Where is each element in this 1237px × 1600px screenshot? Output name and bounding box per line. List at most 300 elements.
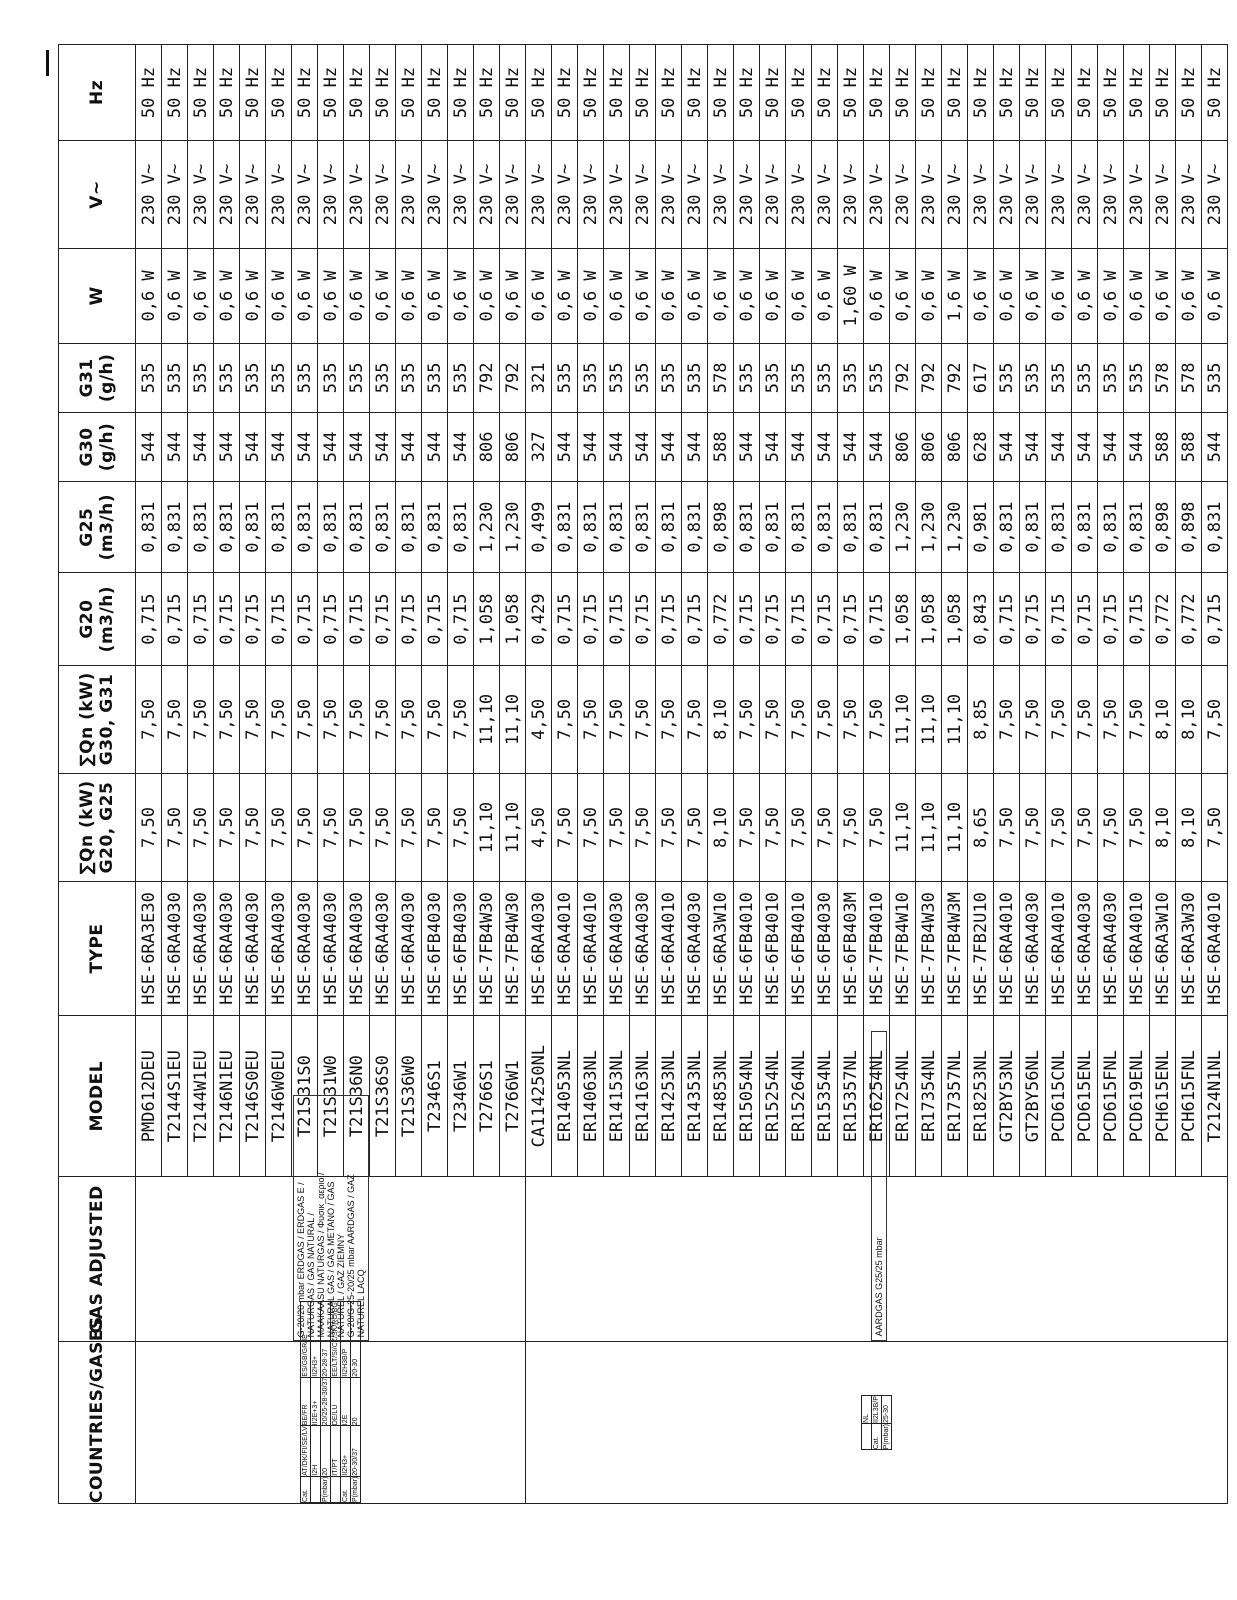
watt-cell: 0,6 W	[292, 249, 318, 344]
g20-cell: 0,715	[188, 573, 214, 666]
header-qn-g30-g31: ∑Qn (kW) G30, G31	[59, 665, 136, 773]
volt-cell: 230 V~	[1046, 140, 1072, 248]
model-cell: T2146N1EU	[214, 1015, 240, 1177]
qn-g20-g25-cell: 7,50	[552, 773, 578, 881]
g25-cell: 0,831	[1098, 481, 1124, 572]
watt-cell: 0,6 W	[500, 249, 526, 344]
countries-category-cell: II2H3+	[311, 1302, 321, 1378]
hertz-cell: 50 Hz	[162, 45, 188, 141]
qn-g20-g25-cell: 8,65	[968, 773, 994, 881]
g30-cell: 544	[604, 412, 630, 481]
g25-cell: 0,898	[1150, 481, 1176, 572]
qn-g30-g31-cell: 8,85	[968, 665, 994, 773]
volt-cell: 230 V~	[656, 140, 682, 248]
qn-g20-g25-cell: 7,50	[864, 773, 890, 881]
hertz-cell: 50 Hz	[188, 45, 214, 141]
type-cell: HSE-6RA4010	[656, 882, 682, 1016]
g20-cell: 0,772	[708, 573, 734, 666]
header-gas-adjusted: GAS ADJUSTED	[59, 1177, 136, 1342]
model-cell: ER14153NL	[604, 1015, 630, 1177]
g25-cell: 0,831	[448, 481, 474, 572]
volt-cell: 230 V~	[266, 140, 292, 248]
g31-cell: 535	[292, 343, 318, 412]
watt-cell: 0,6 W	[552, 249, 578, 344]
volt-cell: 230 V~	[734, 140, 760, 248]
model-cell: T2124N1NL	[1202, 1015, 1228, 1177]
hertz-cell: 50 Hz	[812, 45, 838, 141]
model-cell: ER15354NL	[812, 1015, 838, 1177]
gas-adjusted-line: MAAKAASU NATURGAS / Φυσικ_αεριο /	[315, 1172, 326, 1338]
type-cell: HSE-7FB4W30	[474, 882, 500, 1016]
g25-cell: 1,230	[890, 481, 916, 572]
g25-cell: 0,831	[1124, 481, 1150, 572]
watt-cell: 0,6 W	[162, 249, 188, 344]
watt-cell: 0,6 W	[682, 249, 708, 344]
g31-cell: 535	[630, 343, 656, 412]
qn-g30-g31-cell: 7,50	[292, 665, 318, 773]
g25-cell: 0,831	[630, 481, 656, 572]
g25-cell: 0,831	[344, 481, 370, 572]
g20-cell: 0,715	[1046, 573, 1072, 666]
g31-cell: 535	[1098, 343, 1124, 412]
hertz-cell: 50 Hz	[474, 45, 500, 141]
qn-g20-g25-cell: 7,50	[448, 773, 474, 881]
watt-cell: 0,6 W	[968, 249, 994, 344]
qn-g30-g31-cell: 7,50	[422, 665, 448, 773]
countries-category-cell: I2E	[341, 1377, 351, 1425]
model-cell: ER14253NL	[656, 1015, 682, 1177]
g25-cell: 0,831	[1046, 481, 1072, 572]
g20-cell: 0,715	[1072, 573, 1098, 666]
g31-cell: 535	[734, 343, 760, 412]
countries-category-cell: 25-30	[882, 1396, 892, 1424]
rotated-table-wrapper	[58, 44, 1225, 1504]
g30-cell: 544	[656, 412, 682, 481]
g30-cell: 544	[370, 412, 396, 481]
g30-cell: 588	[708, 412, 734, 481]
g20-cell: 0,715	[1202, 573, 1228, 666]
gas-adjusted-line: NATUREL LACQ	[355, 1269, 366, 1338]
g20-cell: 0,715	[292, 573, 318, 666]
g25-cell: 0,499	[526, 481, 552, 572]
g30-cell: 544	[734, 412, 760, 481]
qn-g20-g25-cell: 7,50	[136, 773, 162, 881]
qn-g20-g25-cell: 11,10	[916, 773, 942, 881]
hertz-cell: 50 Hz	[526, 45, 552, 141]
type-cell: HSE-6FB4010	[786, 882, 812, 1016]
volt-cell: 230 V~	[604, 140, 630, 248]
volt-cell: 230 V~	[1124, 140, 1150, 248]
g31-cell: 535	[1072, 343, 1098, 412]
g20-cell: 0,772	[1176, 573, 1202, 666]
gas-data-table	[58, 44, 1228, 1504]
type-cell: HSE-6RA4030	[1020, 882, 1046, 1016]
g20-cell: 0,715	[240, 573, 266, 666]
volt-cell: 230 V~	[864, 140, 890, 248]
watt-cell: 0,6 W	[994, 249, 1020, 344]
qn-g20-g25-cell: 11,10	[474, 773, 500, 881]
qn-g20-g25-cell: 7,50	[786, 773, 812, 881]
model-cell: CA114250NL	[526, 1015, 552, 1177]
g31-cell: 792	[942, 343, 968, 412]
g20-cell: 0,715	[448, 573, 474, 666]
type-cell: HSE-6FB4010	[734, 882, 760, 1016]
g30-cell: 327	[526, 412, 552, 481]
g25-cell: 0,831	[318, 481, 344, 572]
watt-cell: 0,6 W	[734, 249, 760, 344]
hertz-cell: 50 Hz	[396, 45, 422, 141]
type-cell: HSE-6FB4010	[760, 882, 786, 1016]
volt-cell: 230 V~	[422, 140, 448, 248]
g20-cell: 0,715	[578, 573, 604, 666]
type-cell: HSE-6RA4010	[1202, 882, 1228, 1016]
qn-g20-g25-cell: 7,50	[240, 773, 266, 881]
g20-cell: 0,715	[318, 573, 344, 666]
hertz-cell: 50 Hz	[1072, 45, 1098, 141]
watt-cell: 0,6 W	[760, 249, 786, 344]
type-cell: HSE-6RA4030	[162, 882, 188, 1016]
type-cell: HSE-7FB4010	[864, 882, 890, 1016]
countries-category-cell: 20	[321, 1426, 331, 1477]
hertz-cell: 50 Hz	[1124, 45, 1150, 141]
hertz-cell: 50 Hz	[344, 45, 370, 141]
qn-g20-g25-cell: 11,10	[500, 773, 526, 881]
volt-cell: 230 V~	[318, 140, 344, 248]
g25-cell: 0,831	[1072, 481, 1098, 572]
qn-g20-g25-cell: 11,10	[942, 773, 968, 881]
hertz-cell: 50 Hz	[136, 45, 162, 141]
type-cell: HSE-6RA4030	[630, 882, 656, 1016]
volt-cell: 230 V~	[552, 140, 578, 248]
type-cell: HSE-6FB4030	[448, 882, 474, 1016]
g20-cell: 0,715	[370, 573, 396, 666]
volt-cell: 230 V~	[344, 140, 370, 248]
qn-g30-g31-cell: 7,50	[1098, 665, 1124, 773]
type-cell: HSE-6RA4010	[578, 882, 604, 1016]
g25-cell: 0,831	[734, 481, 760, 572]
gas-adjusted-line: NATURGAS / GAS NATURAL /	[305, 1213, 316, 1338]
g30-cell: 544	[682, 412, 708, 481]
watt-cell: 0,6 W	[1202, 249, 1228, 344]
model-cell: T2766W1	[500, 1015, 526, 1177]
g30-cell: 544	[188, 412, 214, 481]
model-cell: ER15357NL	[838, 1015, 864, 1177]
qn-g20-g25-cell: 7,50	[734, 773, 760, 881]
g30-cell: 806	[500, 412, 526, 481]
qn-g20-g25-cell: 7,50	[604, 773, 630, 881]
g30-cell: 544	[266, 412, 292, 481]
header-row	[59, 45, 136, 1504]
g20-cell: 0,715	[656, 573, 682, 666]
type-cell: HSE-6RA4030	[1098, 882, 1124, 1016]
countries-category-cell: 20	[351, 1377, 361, 1425]
g31-cell: 535	[552, 343, 578, 412]
model-cell: T2346W1	[448, 1015, 474, 1177]
qn-g30-g31-cell: 8,10	[1150, 665, 1176, 773]
qn-g20-g25-cell: 7,50	[656, 773, 682, 881]
g25-cell: 0,831	[396, 481, 422, 572]
g31-cell: 535	[578, 343, 604, 412]
hertz-cell: 50 Hz	[656, 45, 682, 141]
g25-cell: 0,831	[682, 481, 708, 572]
g25-cell: 0,831	[266, 481, 292, 572]
qn-g30-g31-cell: 7,50	[448, 665, 474, 773]
g30-cell: 544	[552, 412, 578, 481]
g25-cell: 0,831	[786, 481, 812, 572]
watt-cell: 0,6 W	[214, 249, 240, 344]
hertz-cell: 50 Hz	[578, 45, 604, 141]
g25-cell: 0,831	[292, 481, 318, 572]
type-cell: HSE-7FB4W3M	[942, 882, 968, 1016]
header-volt: V~	[59, 140, 136, 248]
watt-cell: 0,6 W	[1072, 249, 1098, 344]
type-cell: HSE-6RA4030	[214, 882, 240, 1016]
countries-category-cell: I2H	[311, 1426, 321, 1477]
qn-g30-g31-cell: 7,50	[1124, 665, 1150, 773]
g20-cell: 0,715	[266, 573, 292, 666]
gas-adjusted-line: NATURAL GAS / GAS METANO / GAS	[325, 1181, 336, 1338]
watt-cell: 0,6 W	[916, 249, 942, 344]
g30-cell: 544	[994, 412, 1020, 481]
g25-cell: 0,898	[708, 481, 734, 572]
hertz-cell: 50 Hz	[916, 45, 942, 141]
qn-g20-g25-cell: 7,50	[630, 773, 656, 881]
hertz-cell: 50 Hz	[214, 45, 240, 141]
qn-g20-g25-cell: 4,50	[526, 773, 552, 881]
hertz-cell: 50 Hz	[968, 45, 994, 141]
g30-cell: 544	[292, 412, 318, 481]
volt-cell: 230 V~	[968, 140, 994, 248]
g31-cell: 535	[760, 343, 786, 412]
model-cell: ER14853NL	[708, 1015, 734, 1177]
qn-g20-g25-cell: 7,50	[318, 773, 344, 881]
qn-g30-g31-cell: 7,50	[318, 665, 344, 773]
qn-g20-g25-cell: 7,50	[422, 773, 448, 881]
qn-g20-g25-cell: 7,50	[396, 773, 422, 881]
type-cell: HSE-6RA3E30	[136, 882, 162, 1016]
type-cell: HSE-6RA4030	[396, 882, 422, 1016]
volt-cell: 230 V~	[474, 140, 500, 248]
g31-cell: 535	[786, 343, 812, 412]
watt-cell: 0,6 W	[266, 249, 292, 344]
volt-cell: 230 V~	[292, 140, 318, 248]
g20-cell: 0,715	[214, 573, 240, 666]
volt-cell: 230 V~	[838, 140, 864, 248]
qn-g30-g31-cell: 7,50	[864, 665, 890, 773]
hertz-cell: 50 Hz	[630, 45, 656, 141]
type-cell: HSE-6RA3W10	[708, 882, 734, 1016]
type-cell: HSE-6RA4030	[526, 882, 552, 1016]
g30-cell: 806	[474, 412, 500, 481]
qn-g30-g31-cell: 7,50	[1072, 665, 1098, 773]
g30-cell: 544	[318, 412, 344, 481]
qn-g30-g31-cell: 7,50	[240, 665, 266, 773]
model-cell: ER17254NL	[890, 1015, 916, 1177]
g30-cell: 544	[1098, 412, 1124, 481]
countries-category-cell: Cat.	[341, 1476, 351, 1502]
g25-cell: 0,831	[760, 481, 786, 572]
g30-cell: 544	[344, 412, 370, 481]
model-cell: PCD615FNL	[1098, 1015, 1124, 1177]
corner-mark	[46, 50, 49, 76]
g30-cell: 544	[864, 412, 890, 481]
g20-cell: 0,715	[630, 573, 656, 666]
g20-cell: 0,715	[1020, 573, 1046, 666]
g25-cell: 0,831	[838, 481, 864, 572]
watt-cell: 0,6 W	[370, 249, 396, 344]
watt-cell: 0,6 W	[136, 249, 162, 344]
type-cell: HSE-6RA4030	[188, 882, 214, 1016]
watt-cell: 0,6 W	[422, 249, 448, 344]
g31-cell: 535	[266, 343, 292, 412]
volt-cell: 230 V~	[760, 140, 786, 248]
type-cell: HSE-6RA4030	[370, 882, 396, 1016]
watt-cell: 0,6 W	[812, 249, 838, 344]
qn-g20-g25-cell: 11,10	[890, 773, 916, 881]
g31-cell: 578	[1176, 343, 1202, 412]
g20-cell: 0,772	[1150, 573, 1176, 666]
g25-cell: 0,831	[162, 481, 188, 572]
qn-g30-g31-cell: 8,10	[1176, 665, 1202, 773]
hertz-cell: 50 Hz	[1150, 45, 1176, 141]
qn-g30-g31-cell: 7,50	[1202, 665, 1228, 773]
qn-g30-g31-cell: 7,50	[682, 665, 708, 773]
qn-g30-g31-cell: 4,50	[526, 665, 552, 773]
qn-g30-g31-cell: 7,50	[1020, 665, 1046, 773]
countries-category-cell: II2H3+	[341, 1426, 351, 1477]
watt-cell: 0,6 W	[864, 249, 890, 344]
volt-cell: 230 V~	[942, 140, 968, 248]
qn-g20-g25-cell: 7,50	[682, 773, 708, 881]
hertz-cell: 50 Hz	[838, 45, 864, 141]
countries-category-cell	[862, 1423, 872, 1449]
qn-g30-g31-cell: 11,10	[916, 665, 942, 773]
header-g20: G20 (m3/h)	[59, 573, 136, 666]
g20-cell: 0,715	[604, 573, 630, 666]
hertz-cell: 50 Hz	[604, 45, 630, 141]
watt-cell: 0,6 W	[474, 249, 500, 344]
header-type: TYPE	[59, 882, 136, 1016]
model-cell: T2766S1	[474, 1015, 500, 1177]
countries-category-cell	[331, 1476, 341, 1502]
model-cell: ER14063NL	[578, 1015, 604, 1177]
watt-cell: 0,6 W	[240, 249, 266, 344]
type-cell: HSE-6RA4010	[552, 882, 578, 1016]
type-cell: HSE-6FB403M	[838, 882, 864, 1016]
watt-cell: 1,60 W	[838, 249, 864, 344]
qn-g20-g25-cell: 7,50	[1098, 773, 1124, 881]
g31-cell: 535	[656, 343, 682, 412]
g20-cell: 0,715	[1098, 573, 1124, 666]
qn-g30-g31-cell: 7,50	[760, 665, 786, 773]
model-cell: PMD612DEU	[136, 1015, 162, 1177]
hertz-cell: 50 Hz	[760, 45, 786, 141]
g25-cell: 0,831	[578, 481, 604, 572]
qn-g20-g25-cell: 7,50	[188, 773, 214, 881]
qn-g20-g25-cell: 7,50	[1202, 773, 1228, 881]
model-cell: ER14163NL	[630, 1015, 656, 1177]
qn-g20-g25-cell: 7,50	[1046, 773, 1072, 881]
hertz-cell: 50 Hz	[292, 45, 318, 141]
g25-cell: 0,831	[370, 481, 396, 572]
model-cell: GT2BY53NL	[994, 1015, 1020, 1177]
g31-cell: 535	[682, 343, 708, 412]
g25-cell: 1,230	[500, 481, 526, 572]
type-cell: HSE-6RA4030	[240, 882, 266, 1016]
watt-cell: 0,6 W	[604, 249, 630, 344]
g25-cell: 0,831	[812, 481, 838, 572]
g31-cell: 535	[422, 343, 448, 412]
g25-cell: 0,831	[604, 481, 630, 572]
type-cell: HSE-7FB4W30	[916, 882, 942, 1016]
type-cell: HSE-6RA4030	[266, 882, 292, 1016]
g20-cell: 0,715	[786, 573, 812, 666]
model-cell: PCD615ENL	[1072, 1015, 1098, 1177]
g20-cell: 0,715	[734, 573, 760, 666]
hertz-cell: 50 Hz	[1020, 45, 1046, 141]
g30-cell: 544	[838, 412, 864, 481]
qn-g30-g31-cell: 7,50	[1046, 665, 1072, 773]
hertz-cell: 50 Hz	[266, 45, 292, 141]
model-cell: T2144W1EU	[188, 1015, 214, 1177]
g20-cell: 1,058	[474, 573, 500, 666]
model-cell: T21S36S0	[370, 1015, 396, 1177]
g30-cell: 544	[786, 412, 812, 481]
model-cell: ER14053NL	[552, 1015, 578, 1177]
volt-cell: 230 V~	[994, 140, 1020, 248]
g31-cell: 535	[1020, 343, 1046, 412]
g31-cell: 535	[162, 343, 188, 412]
countries-category-cell: DE/LU	[331, 1377, 341, 1425]
watt-cell: 0,6 W	[344, 249, 370, 344]
hertz-cell: 50 Hz	[1176, 45, 1202, 141]
g30-cell: 544	[1202, 412, 1228, 481]
volt-cell: 230 V~	[890, 140, 916, 248]
g30-cell: 544	[162, 412, 188, 481]
g20-cell: 1,058	[500, 573, 526, 666]
hertz-cell: 50 Hz	[890, 45, 916, 141]
g31-cell: 535	[240, 343, 266, 412]
watt-cell: 0,6 W	[1046, 249, 1072, 344]
g25-cell: 0,981	[968, 481, 994, 572]
hertz-cell: 50 Hz	[864, 45, 890, 141]
model-cell: T21S31W0	[318, 1015, 344, 1177]
g25-cell: 0,831	[656, 481, 682, 572]
g20-cell: 0,715	[344, 573, 370, 666]
watt-cell: 0,6 W	[786, 249, 812, 344]
volt-cell: 230 V~	[214, 140, 240, 248]
qn-g30-g31-cell: 7,50	[786, 665, 812, 773]
g25-cell: 0,831	[1020, 481, 1046, 572]
g30-cell: 544	[630, 412, 656, 481]
qn-g30-g31-cell: 7,50	[734, 665, 760, 773]
volt-cell: 230 V~	[500, 140, 526, 248]
countries-category-table	[861, 1395, 892, 1450]
gas-adjusted-box: AARDGAS G25/25 mbar	[871, 1031, 887, 1341]
qn-g30-g31-cell: 7,50	[552, 665, 578, 773]
volt-cell: 230 V~	[136, 140, 162, 248]
g25-cell: 0,898	[1176, 481, 1202, 572]
g30-cell: 588	[1150, 412, 1176, 481]
countries-category-cell: 20-30/37	[351, 1426, 361, 1477]
volt-cell: 230 V~	[1020, 140, 1046, 248]
g31-cell: 535	[344, 343, 370, 412]
model-cell: T2146S0EU	[240, 1015, 266, 1177]
type-cell: HSE-7FB4W10	[890, 882, 916, 1016]
header-countries: COUNTRIES/GASES	[59, 1342, 136, 1504]
qn-g20-g25-cell: 8,10	[708, 773, 734, 881]
hertz-cell: 50 Hz	[448, 45, 474, 141]
